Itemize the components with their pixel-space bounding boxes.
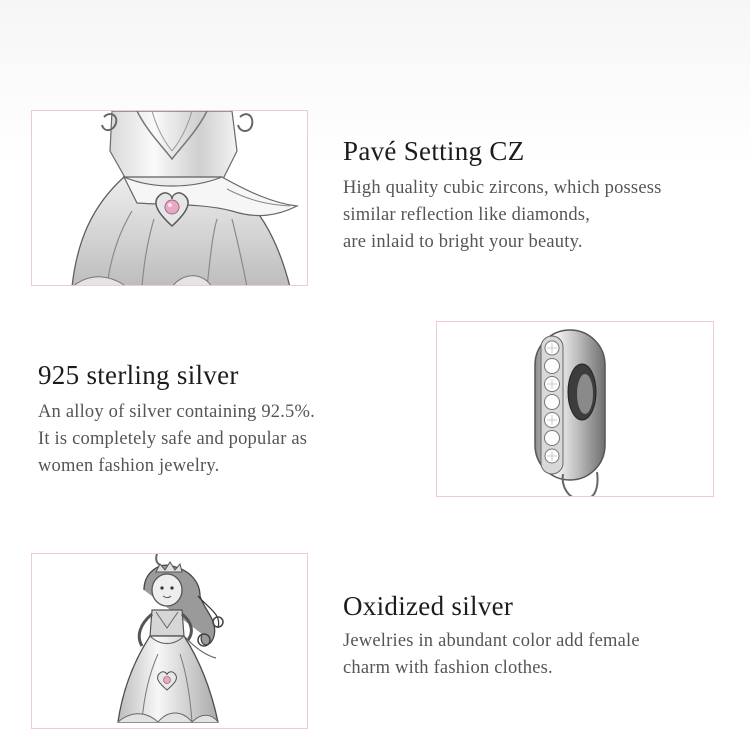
feature-oxidized-silver <box>343 590 640 682</box>
feature-description <box>343 628 640 682</box>
description-line: are inlaid to bright your beauty. <box>343 232 583 252</box>
feature-pave-setting <box>343 135 662 256</box>
feature-title: Oxidized silver <box>343 591 514 621</box>
description-line: An alloy of silver containing 92.5%. <box>38 402 315 422</box>
description-line: It is completely safe and popular as <box>38 429 308 449</box>
spacer-illustration <box>437 322 714 497</box>
product-image-princess-charm <box>31 553 308 729</box>
description-line: charm with fashion clothes. <box>343 658 553 678</box>
feature-description <box>38 399 315 480</box>
feature-title: 925 sterling silver <box>38 360 239 390</box>
feature-sterling-silver <box>38 359 315 480</box>
product-image-spacer <box>436 321 714 497</box>
description-line: similar reflection like diamonds, <box>343 205 591 225</box>
dress-closeup-illustration <box>32 111 308 286</box>
description-line: Jewelries in abundant color add female <box>343 631 640 651</box>
feature-title: Pavé Setting CZ <box>343 136 525 166</box>
description-line: High quality cubic zircons, which possess <box>343 178 662 198</box>
princess-charm-illustration <box>32 554 308 729</box>
product-image-dress-closeup <box>31 110 308 286</box>
feature-description <box>343 175 662 256</box>
description-line: women fashion jewelry. <box>38 456 220 476</box>
